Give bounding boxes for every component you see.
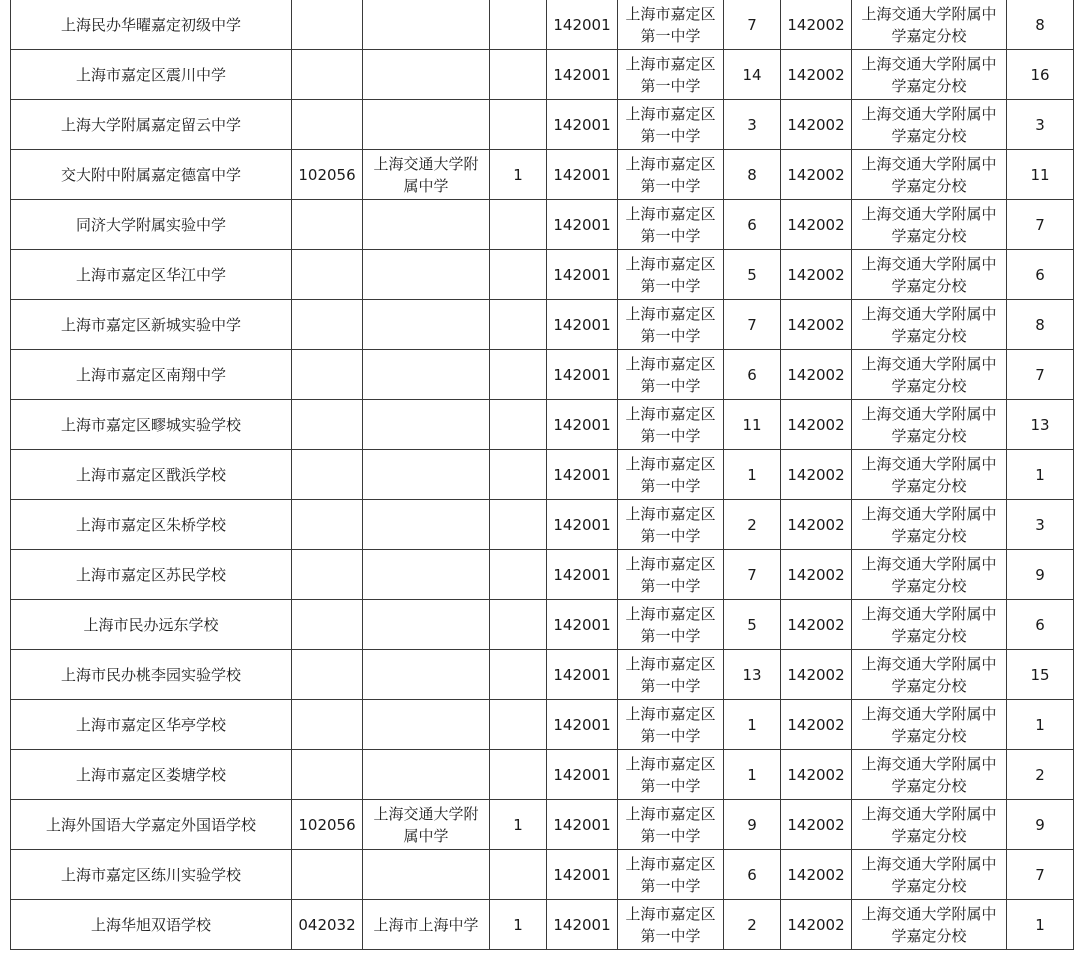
branch-quota-count-cell: 1 — [1007, 700, 1074, 750]
district-school-code-cell: 142001 — [547, 500, 618, 550]
allocation-table — [10, 0, 1074, 950]
district-school-name-cell: 上海市嘉定区第一中学 — [618, 250, 724, 300]
table-row — [11, 500, 1074, 550]
quota-school-code-cell — [292, 550, 363, 600]
branch-quota-count-cell: 3 — [1007, 500, 1074, 550]
district-school-code-cell: 142001 — [547, 800, 618, 850]
quota-count-cell — [490, 250, 547, 300]
district-school-name-cell: 上海市嘉定区第一中学 — [618, 900, 724, 950]
branch-school-name-cell: 上海交通大学附属中学嘉定分校 — [852, 150, 1007, 200]
branch-school-name-cell: 上海交通大学附属中学嘉定分校 — [852, 700, 1007, 750]
table-row — [11, 300, 1074, 350]
branch-school-name-cell: 上海交通大学附属中学嘉定分校 — [852, 500, 1007, 550]
branch-school-name-cell: 上海交通大学附属中学嘉定分校 — [852, 750, 1007, 800]
branch-school-code-cell: 142002 — [781, 750, 852, 800]
district-quota-count-cell: 7 — [724, 0, 781, 50]
quota-school-code-cell — [292, 500, 363, 550]
district-school-name-cell: 上海市嘉定区第一中学 — [618, 750, 724, 800]
district-school-code-cell: 142001 — [547, 600, 618, 650]
district-quota-count-cell: 1 — [724, 450, 781, 500]
district-school-name-cell: 上海市嘉定区第一中学 — [618, 100, 724, 150]
district-school-code-cell: 142001 — [547, 850, 618, 900]
branch-school-name-cell: 上海交通大学附属中学嘉定分校 — [852, 850, 1007, 900]
district-quota-count-cell: 2 — [724, 500, 781, 550]
school-name-cell: 上海市嘉定区华江中学 — [11, 250, 292, 300]
branch-school-code-cell: 142002 — [781, 450, 852, 500]
branch-school-name-cell: 上海交通大学附属中学嘉定分校 — [852, 800, 1007, 850]
district-school-name-cell: 上海市嘉定区第一中学 — [618, 850, 724, 900]
branch-quota-count-cell: 8 — [1007, 0, 1074, 50]
branch-school-name-cell: 上海交通大学附属中学嘉定分校 — [852, 300, 1007, 350]
district-school-code-cell: 142001 — [547, 450, 618, 500]
branch-school-code-cell: 142002 — [781, 500, 852, 550]
quota-school-code-cell — [292, 50, 363, 100]
district-school-code-cell: 142001 — [547, 350, 618, 400]
district-school-code-cell: 142001 — [547, 700, 618, 750]
school-name-cell: 上海外国语大学嘉定外国语学校 — [11, 800, 292, 850]
quota-school-code-cell: 042032 — [292, 900, 363, 950]
district-school-code-cell: 142001 — [547, 550, 618, 600]
branch-quota-count-cell: 7 — [1007, 200, 1074, 250]
branch-quota-count-cell: 6 — [1007, 250, 1074, 300]
quota-school-code-cell — [292, 200, 363, 250]
district-school-name-cell: 上海市嘉定区第一中学 — [618, 300, 724, 350]
district-school-name-cell: 上海市嘉定区第一中学 — [618, 200, 724, 250]
branch-school-code-cell: 142002 — [781, 600, 852, 650]
quota-school-code-cell — [292, 850, 363, 900]
school-name-cell: 同济大学附属实验中学 — [11, 200, 292, 250]
district-school-name-cell: 上海市嘉定区第一中学 — [618, 500, 724, 550]
branch-school-code-cell: 142002 — [781, 0, 852, 50]
district-quota-count-cell: 6 — [724, 350, 781, 400]
district-quota-count-cell: 14 — [724, 50, 781, 100]
branch-quota-count-cell: 8 — [1007, 300, 1074, 350]
branch-school-name-cell: 上海交通大学附属中学嘉定分校 — [852, 900, 1007, 950]
table-row — [11, 600, 1074, 650]
branch-school-name-cell: 上海交通大学附属中学嘉定分校 — [852, 550, 1007, 600]
school-name-cell: 上海市民办远东学校 — [11, 600, 292, 650]
district-quota-count-cell: 6 — [724, 850, 781, 900]
school-name-cell: 上海市嘉定区疁城实验学校 — [11, 400, 292, 450]
branch-quota-count-cell: 7 — [1007, 350, 1074, 400]
branch-quota-count-cell: 9 — [1007, 550, 1074, 600]
table-row — [11, 400, 1074, 450]
branch-quota-count-cell: 6 — [1007, 600, 1074, 650]
table-row — [11, 250, 1074, 300]
district-quota-count-cell: 1 — [724, 750, 781, 800]
school-name-cell: 上海市嘉定区震川中学 — [11, 50, 292, 100]
table-row — [11, 100, 1074, 150]
branch-quota-count-cell: 9 — [1007, 800, 1074, 850]
branch-quota-count-cell: 13 — [1007, 400, 1074, 450]
quota-school-name-cell: 上海交通大学附属中学 — [363, 150, 490, 200]
quota-school-code-cell — [292, 650, 363, 700]
quota-count-cell — [490, 450, 547, 500]
branch-quota-count-cell: 16 — [1007, 50, 1074, 100]
branch-school-code-cell: 142002 — [781, 550, 852, 600]
branch-school-name-cell: 上海交通大学附属中学嘉定分校 — [852, 650, 1007, 700]
table-row — [11, 0, 1074, 50]
quota-school-name-cell — [363, 50, 490, 100]
branch-quota-count-cell: 2 — [1007, 750, 1074, 800]
quota-school-name-cell — [363, 350, 490, 400]
branch-quota-count-cell: 1 — [1007, 900, 1074, 950]
branch-quota-count-cell: 3 — [1007, 100, 1074, 150]
district-quota-count-cell: 8 — [724, 150, 781, 200]
quota-school-code-cell — [292, 250, 363, 300]
district-school-name-cell: 上海市嘉定区第一中学 — [618, 150, 724, 200]
quota-count-cell — [490, 350, 547, 400]
quota-count-cell — [490, 600, 547, 650]
branch-school-code-cell: 142002 — [781, 400, 852, 450]
branch-school-code-cell: 142002 — [781, 650, 852, 700]
school-name-cell: 上海民办华曜嘉定初级中学 — [11, 0, 292, 50]
quota-school-name-cell — [363, 550, 490, 600]
quota-count-cell — [490, 100, 547, 150]
quota-count-cell — [490, 200, 547, 250]
quota-school-code-cell — [292, 700, 363, 750]
district-school-code-cell: 142001 — [547, 50, 618, 100]
quota-school-name-cell — [363, 650, 490, 700]
table-row — [11, 700, 1074, 750]
district-quota-count-cell: 9 — [724, 800, 781, 850]
quota-school-code-cell — [292, 450, 363, 500]
quota-school-code-cell — [292, 750, 363, 800]
district-school-code-cell: 142001 — [547, 0, 618, 50]
district-quota-count-cell: 11 — [724, 400, 781, 450]
district-quota-count-cell: 1 — [724, 700, 781, 750]
quota-school-code-cell — [292, 100, 363, 150]
district-school-code-cell: 142001 — [547, 400, 618, 450]
branch-quota-count-cell: 1 — [1007, 450, 1074, 500]
quota-school-name-cell — [363, 100, 490, 150]
quota-school-code-cell — [292, 0, 363, 50]
branch-school-name-cell: 上海交通大学附属中学嘉定分校 — [852, 600, 1007, 650]
quota-school-name-cell — [363, 750, 490, 800]
quota-count-cell — [490, 700, 547, 750]
quota-school-code-cell: 102056 — [292, 800, 363, 850]
branch-school-code-cell: 142002 — [781, 800, 852, 850]
district-quota-count-cell: 7 — [724, 300, 781, 350]
branch-school-code-cell: 142002 — [781, 850, 852, 900]
district-school-name-cell: 上海市嘉定区第一中学 — [618, 700, 724, 750]
table-row — [11, 900, 1074, 950]
quota-school-name-cell — [363, 200, 490, 250]
table-row — [11, 350, 1074, 400]
school-name-cell: 上海华旭双语学校 — [11, 900, 292, 950]
school-name-cell: 上海大学附属嘉定留云中学 — [11, 100, 292, 150]
quota-count-cell — [490, 550, 547, 600]
quota-count-cell — [490, 750, 547, 800]
quota-school-name-cell — [363, 500, 490, 550]
table-body — [11, 0, 1074, 950]
branch-school-name-cell: 上海交通大学附属中学嘉定分校 — [852, 450, 1007, 500]
branch-school-name-cell: 上海交通大学附属中学嘉定分校 — [852, 50, 1007, 100]
district-school-code-cell: 142001 — [547, 100, 618, 150]
district-quota-count-cell: 7 — [724, 550, 781, 600]
district-school-name-cell: 上海市嘉定区第一中学 — [618, 0, 724, 50]
branch-school-name-cell: 上海交通大学附属中学嘉定分校 — [852, 250, 1007, 300]
quota-count-cell — [490, 500, 547, 550]
table-row — [11, 450, 1074, 500]
school-name-cell: 上海市民办桃李园实验学校 — [11, 650, 292, 700]
quota-school-name-cell — [363, 700, 490, 750]
quota-school-name-cell — [363, 0, 490, 50]
district-school-name-cell: 上海市嘉定区第一中学 — [618, 50, 724, 100]
district-school-name-cell: 上海市嘉定区第一中学 — [618, 400, 724, 450]
district-school-name-cell: 上海市嘉定区第一中学 — [618, 550, 724, 600]
quota-school-code-cell: 102056 — [292, 150, 363, 200]
table-row — [11, 800, 1074, 850]
quota-school-name-cell — [363, 450, 490, 500]
quota-school-name-cell — [363, 850, 490, 900]
district-school-code-cell: 142001 — [547, 300, 618, 350]
branch-school-code-cell: 142002 — [781, 900, 852, 950]
quota-count-cell — [490, 0, 547, 50]
quota-school-name-cell — [363, 600, 490, 650]
branch-quota-count-cell: 7 — [1007, 850, 1074, 900]
quota-count-cell: 1 — [490, 800, 547, 850]
table-row — [11, 200, 1074, 250]
district-school-code-cell: 142001 — [547, 150, 618, 200]
table-row — [11, 150, 1074, 200]
table-row — [11, 650, 1074, 700]
branch-school-code-cell: 142002 — [781, 100, 852, 150]
quota-school-code-cell — [292, 300, 363, 350]
quota-count-cell — [490, 300, 547, 350]
quota-school-name-cell: 上海交通大学附属中学 — [363, 800, 490, 850]
district-school-code-cell: 142001 — [547, 250, 618, 300]
branch-school-code-cell: 142002 — [781, 300, 852, 350]
quota-school-name-cell — [363, 250, 490, 300]
quota-count-cell — [490, 850, 547, 900]
quota-count-cell — [490, 650, 547, 700]
quota-count-cell: 1 — [490, 150, 547, 200]
branch-school-code-cell: 142002 — [781, 150, 852, 200]
district-quota-count-cell: 5 — [724, 250, 781, 300]
table-row — [11, 750, 1074, 800]
branch-school-code-cell: 142002 — [781, 250, 852, 300]
district-quota-count-cell: 5 — [724, 600, 781, 650]
school-name-cell: 上海市嘉定区练川实验学校 — [11, 850, 292, 900]
school-name-cell: 上海市嘉定区苏民学校 — [11, 550, 292, 600]
school-name-cell: 上海市嘉定区戬浜学校 — [11, 450, 292, 500]
quota-school-code-cell — [292, 350, 363, 400]
school-name-cell: 上海市嘉定区南翔中学 — [11, 350, 292, 400]
branch-school-name-cell: 上海交通大学附属中学嘉定分校 — [852, 100, 1007, 150]
district-school-name-cell: 上海市嘉定区第一中学 — [618, 450, 724, 500]
district-school-name-cell: 上海市嘉定区第一中学 — [618, 600, 724, 650]
district-school-code-cell: 142001 — [547, 900, 618, 950]
table-row — [11, 50, 1074, 100]
district-quota-count-cell: 2 — [724, 900, 781, 950]
district-school-name-cell: 上海市嘉定区第一中学 — [618, 800, 724, 850]
quota-school-code-cell — [292, 600, 363, 650]
branch-school-code-cell: 142002 — [781, 700, 852, 750]
branch-school-name-cell: 上海交通大学附属中学嘉定分校 — [852, 200, 1007, 250]
district-school-code-cell: 142001 — [547, 200, 618, 250]
quota-school-name-cell — [363, 300, 490, 350]
district-quota-count-cell: 13 — [724, 650, 781, 700]
quota-count-cell — [490, 50, 547, 100]
branch-school-code-cell: 142002 — [781, 350, 852, 400]
district-school-name-cell: 上海市嘉定区第一中学 — [618, 650, 724, 700]
branch-school-name-cell: 上海交通大学附属中学嘉定分校 — [852, 400, 1007, 450]
branch-quota-count-cell: 15 — [1007, 650, 1074, 700]
school-name-cell: 上海市嘉定区新城实验中学 — [11, 300, 292, 350]
quota-count-cell — [490, 400, 547, 450]
district-school-name-cell: 上海市嘉定区第一中学 — [618, 350, 724, 400]
district-school-code-cell: 142001 — [547, 750, 618, 800]
district-quota-count-cell: 3 — [724, 100, 781, 150]
school-name-cell: 上海市嘉定区娄塘学校 — [11, 750, 292, 800]
quota-count-cell: 1 — [490, 900, 547, 950]
branch-school-name-cell: 上海交通大学附属中学嘉定分校 — [852, 0, 1007, 50]
district-quota-count-cell: 6 — [724, 200, 781, 250]
branch-school-name-cell: 上海交通大学附属中学嘉定分校 — [852, 350, 1007, 400]
district-school-code-cell: 142001 — [547, 650, 618, 700]
quota-school-name-cell — [363, 400, 490, 450]
school-name-cell: 交大附中附属嘉定德富中学 — [11, 150, 292, 200]
branch-quota-count-cell: 11 — [1007, 150, 1074, 200]
quota-school-name-cell: 上海市上海中学 — [363, 900, 490, 950]
school-name-cell: 上海市嘉定区朱桥学校 — [11, 500, 292, 550]
table-row — [11, 550, 1074, 600]
branch-school-code-cell: 142002 — [781, 200, 852, 250]
branch-school-code-cell: 142002 — [781, 50, 852, 100]
table-row — [11, 850, 1074, 900]
quota-school-code-cell — [292, 400, 363, 450]
school-name-cell: 上海市嘉定区华亭学校 — [11, 700, 292, 750]
